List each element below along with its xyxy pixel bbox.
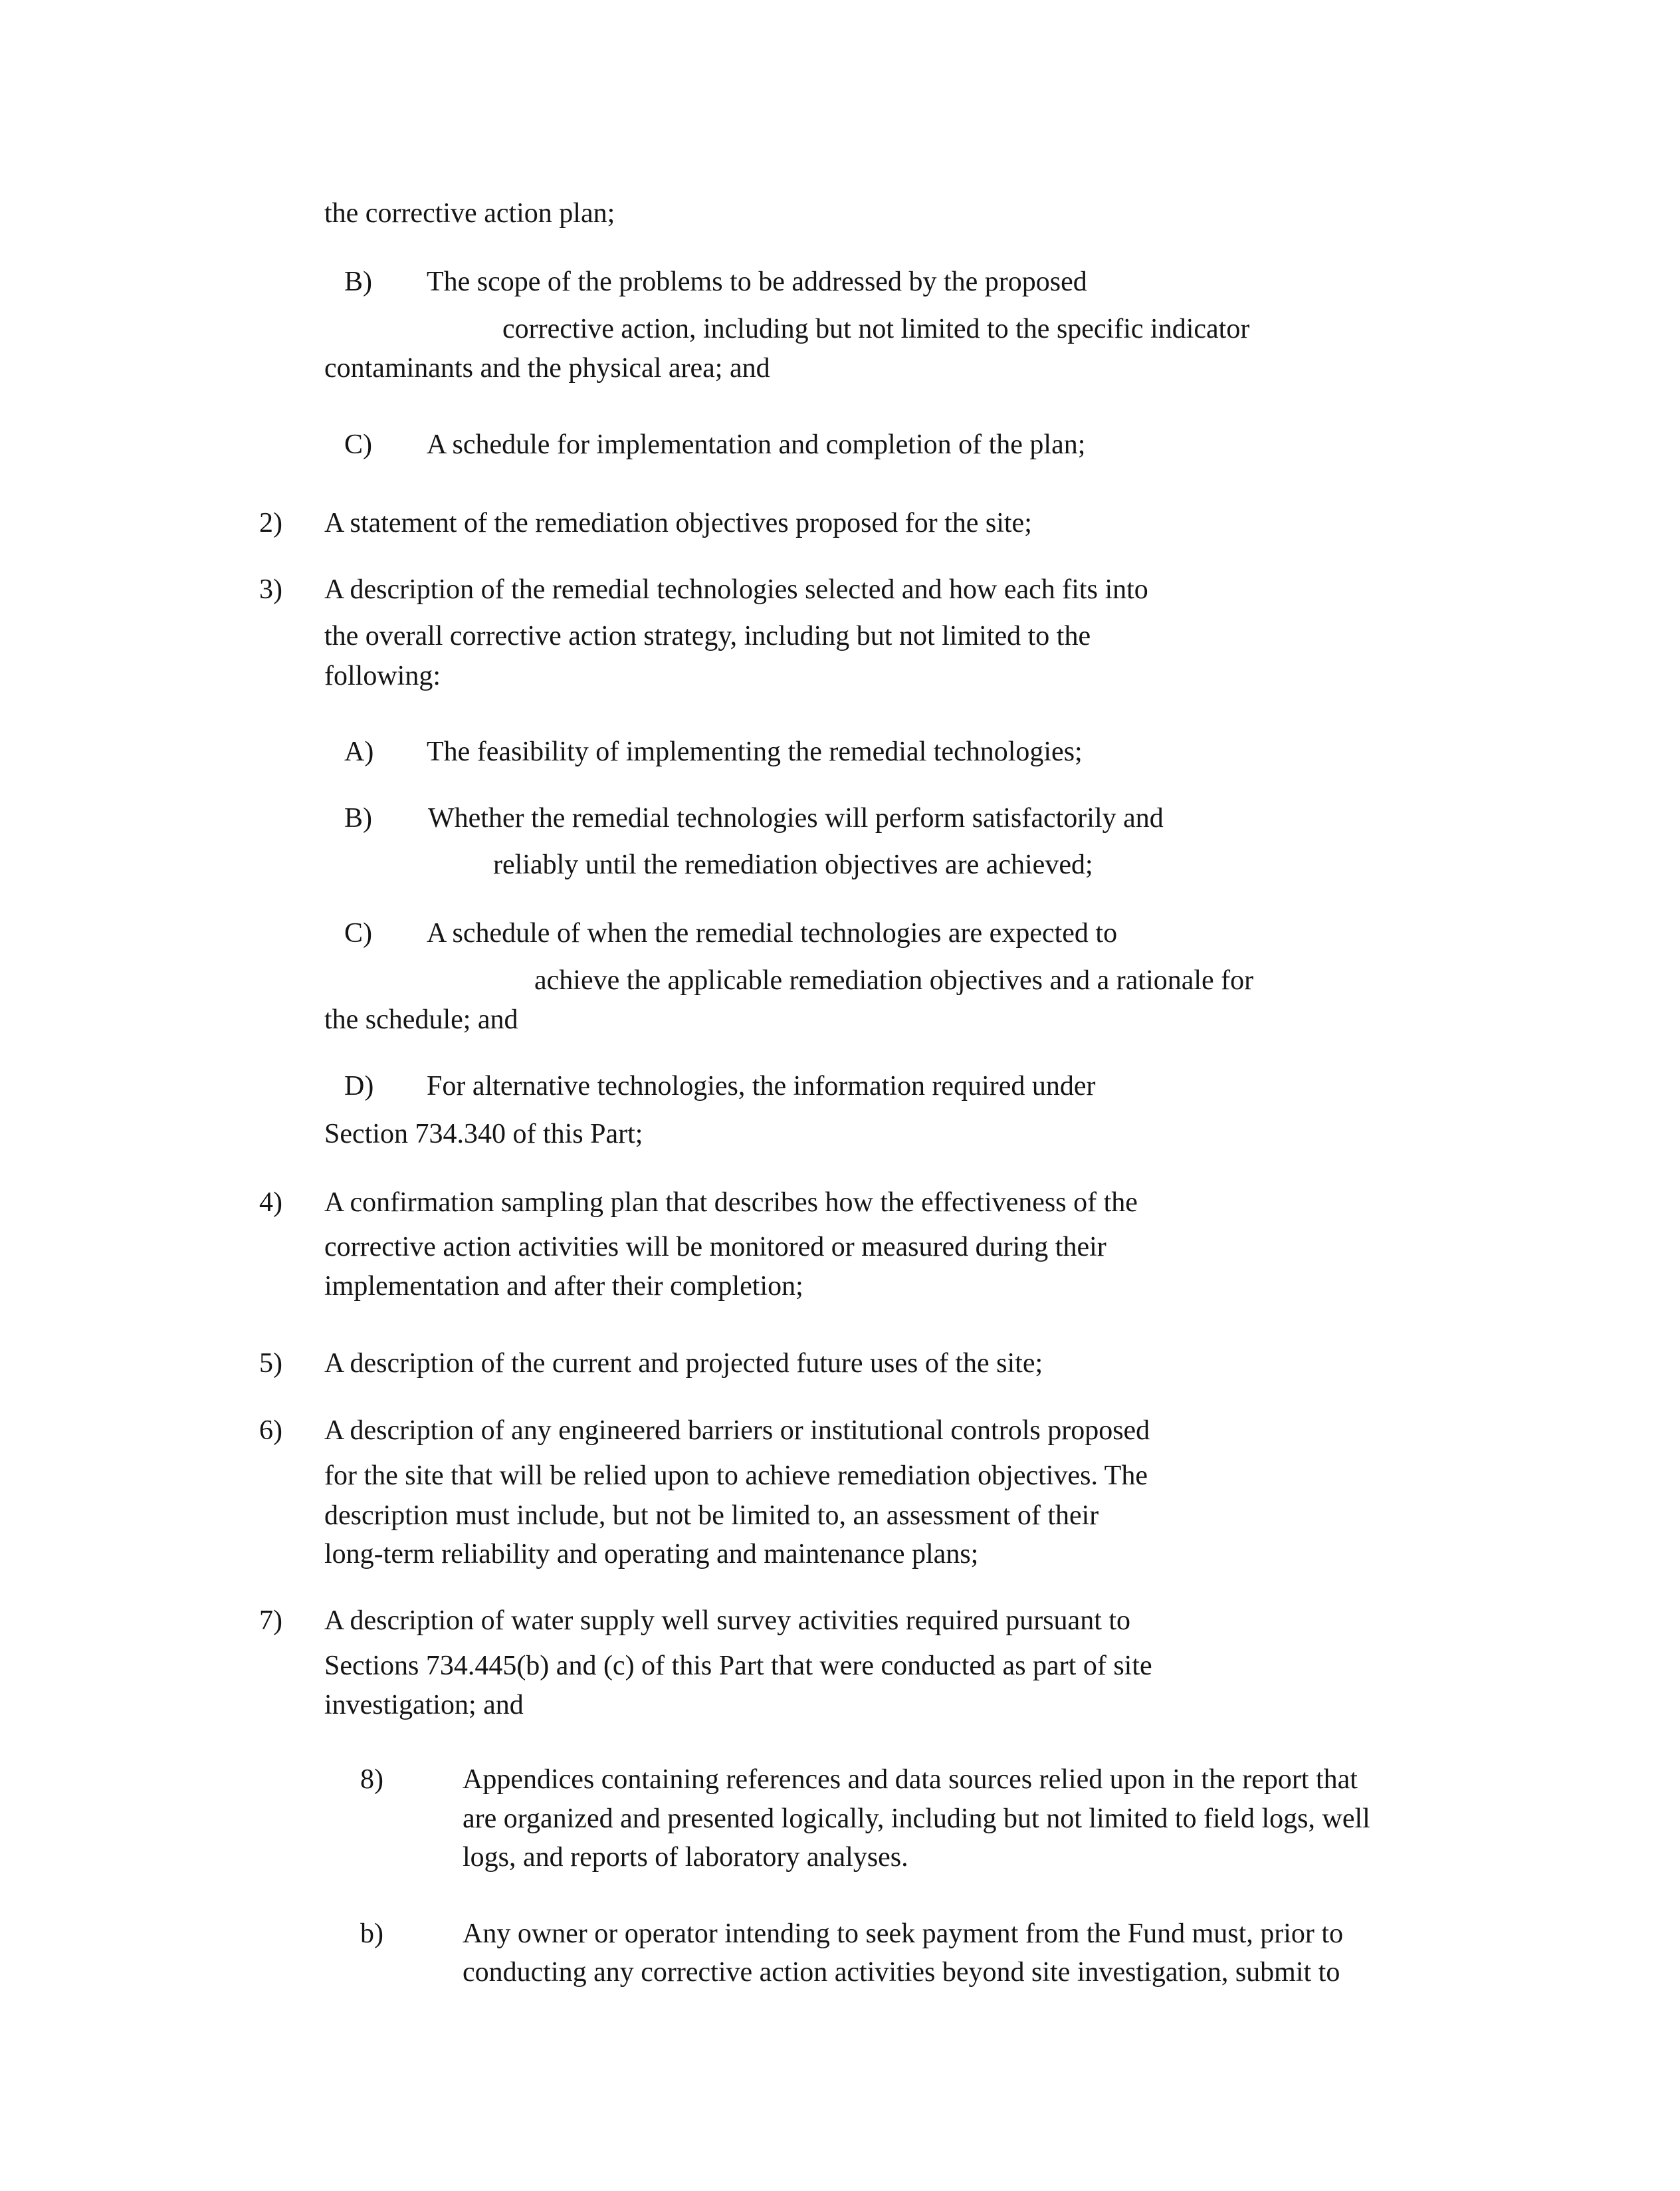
text-line: description must include, but not be limited to, an assessment of their: [324, 1500, 1099, 1531]
text-line: A schedule of when the remedial technologies are expected to: [427, 918, 1118, 949]
text-line: Sections 734.445(b) and (c) of this Part that were conducted as part of site: [324, 1651, 1152, 1681]
item-label-7: 7): [259, 1605, 282, 1636]
item-label-2: 2): [259, 508, 282, 538]
item-label-3: 3): [259, 574, 282, 605]
item-label-c: C): [344, 429, 372, 460]
text-line: A description of the remedial technologies selected and how each fits into: [324, 574, 1148, 605]
text-line: corrective action activities will be monitored or measured during their: [324, 1232, 1106, 1262]
text-line: A statement of the remediation objectives proposed for the site;: [324, 508, 1032, 538]
item-label-c: C): [344, 918, 372, 949]
text-line: A description of the current and projected future uses of the site;: [324, 1348, 1043, 1379]
text-line: Any owner or operator intending to seek payment from the Fund must, prior to: [463, 1918, 1344, 1949]
text-line: contaminants and the physical area; and: [324, 353, 770, 384]
text-line: the overall corrective action strategy, including but not limited to the: [324, 621, 1091, 651]
text-line: For alternative technologies, the information required under: [427, 1071, 1096, 1101]
item-label-6: 6): [259, 1415, 282, 1446]
text-line: the corrective action plan;: [324, 198, 615, 229]
item-label-b: B): [344, 803, 372, 834]
item-label-b-lower: b): [360, 1918, 383, 1949]
text-line: logs, and reports of laboratory analyses.: [463, 1842, 908, 1873]
text-line: long-term reliability and operating and maintenance plans;: [324, 1539, 979, 1569]
text-line: Section 734.340 of this Part;: [324, 1119, 643, 1149]
item-label-4: 4): [259, 1187, 282, 1218]
text-line: The feasibility of implementing the remedial technologies;: [427, 737, 1083, 767]
text-line: Appendices containing references and data sources relied upon in the report that: [463, 1764, 1358, 1795]
text-line: A description of any engineered barriers or institutional controls proposed: [324, 1415, 1150, 1446]
item-label-5: 5): [259, 1348, 282, 1379]
item-label-8: 8): [360, 1764, 383, 1795]
item-label-d: D): [344, 1071, 374, 1101]
text-line: Whether the remedial technologies will perform satisfactorily and: [428, 803, 1164, 834]
text-line: A confirmation sampling plan that describes how the effectiveness of the: [324, 1187, 1138, 1218]
text-line: achieve the applicable remediation objectives and a rationale for: [534, 965, 1254, 996]
text-line: A description of water supply well survey activities required pursuant to: [324, 1605, 1131, 1636]
text-line: reliably until the remediation objectives are achieved;: [493, 850, 1093, 880]
text-line: corrective action, including but not limited to the specific indicator: [502, 314, 1250, 344]
item-label-a: A): [344, 737, 374, 767]
text-line: for the site that will be relied upon to achieve remediation objectives. The: [324, 1460, 1148, 1491]
text-line: conducting any corrective action activities beyond site investigation, submit to: [463, 1957, 1340, 1988]
text-line: A schedule for implementation and completion of the plan;: [427, 429, 1086, 460]
text-line: following:: [324, 661, 441, 691]
item-label-b: B): [344, 267, 372, 297]
text-line: The scope of the problems to be addressed by the proposed: [427, 267, 1087, 297]
text-line: investigation; and: [324, 1690, 524, 1720]
text-line: implementation and after their completion;: [324, 1271, 803, 1302]
text-line: are organized and presented logically, including but not limited to field logs, well: [463, 1803, 1370, 1834]
text-line: the schedule; and: [324, 1004, 518, 1035]
